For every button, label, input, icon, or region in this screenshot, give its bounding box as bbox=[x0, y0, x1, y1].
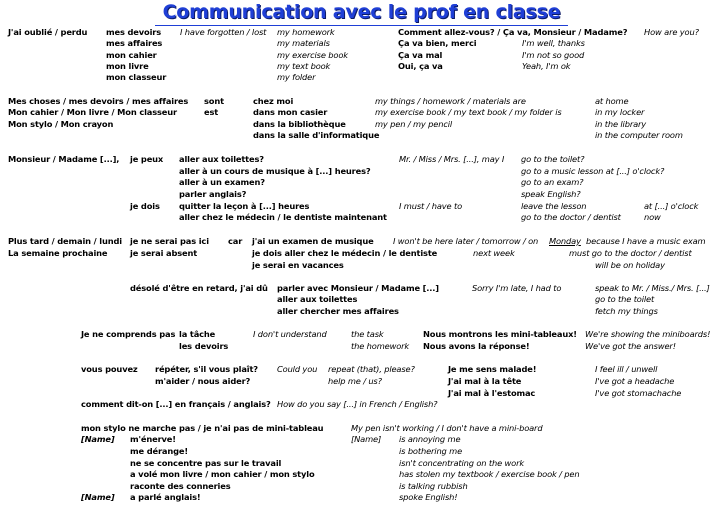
french-phrase: je dois aller chez le médecin / le dentiste bbox=[252, 248, 438, 258]
english-phrase: the task bbox=[351, 329, 384, 339]
english-phrase: I've got a headache bbox=[595, 376, 675, 386]
french-phrase: Mes choses / mes devoirs / mes affaires bbox=[8, 96, 189, 106]
french-phrase: J'ai oublié / perdu bbox=[8, 27, 88, 37]
french-phrase: Je me sens malade! bbox=[448, 364, 537, 374]
english-phrase: How do you say [...] in French / English? bbox=[277, 399, 438, 409]
french-phrase: la tâche bbox=[179, 329, 216, 339]
french-phrase: Mon stylo / Mon crayon bbox=[8, 119, 114, 129]
english-phrase: We're showing the miniboards! bbox=[585, 329, 711, 339]
english-phrase: at [...] o'clock bbox=[644, 201, 699, 211]
english-phrase: go to a music lesson at [...] o'clock? bbox=[521, 166, 665, 176]
french-phrase: aller à un examen? bbox=[179, 177, 265, 187]
english-phrase: I have forgotten / lost bbox=[180, 27, 267, 37]
french-phrase: mes affaires bbox=[106, 38, 163, 48]
english-phrase: Yeah, I'm ok bbox=[522, 61, 571, 71]
english-phrase: Sorry I'm late, I had to bbox=[472, 283, 562, 293]
english-phrase: my exercise book bbox=[277, 50, 348, 60]
english-phrase: I won't be here later / tomorrow / on bbox=[393, 236, 539, 246]
english-phrase: speak English? bbox=[521, 189, 581, 199]
english-phrase: I've got stomachache bbox=[595, 388, 682, 398]
english-phrase: in the library bbox=[595, 119, 647, 129]
english-phrase: in my locker bbox=[595, 107, 645, 117]
english-phrase: my homework bbox=[277, 27, 335, 37]
english-phrase: How are you? bbox=[644, 27, 699, 37]
french-phrase: parler anglais? bbox=[179, 189, 247, 199]
english-phrase: [Name] bbox=[351, 434, 382, 444]
english-phrase: Could you bbox=[277, 364, 318, 374]
english-phrase: fetch my things bbox=[595, 306, 658, 316]
english-phrase: spoke English! bbox=[399, 492, 458, 502]
french-phrase: mon cahier bbox=[106, 50, 157, 60]
french-phrase: est bbox=[204, 107, 219, 117]
french-phrase: parler avec Monsieur / Madame [...] bbox=[277, 283, 439, 293]
french-phrase: Oui, ça va bbox=[398, 61, 443, 71]
french-phrase: [Name] bbox=[81, 434, 115, 444]
french-phrase: mon classeur bbox=[106, 72, 167, 82]
french-phrase: m'aider / nous aider? bbox=[155, 376, 251, 386]
english-phrase: isn't concentrating on the work bbox=[399, 458, 525, 468]
english-phrase: help me / us? bbox=[328, 376, 382, 386]
french-phrase: je serai absent bbox=[130, 248, 198, 258]
french-phrase: m'énerve! bbox=[130, 434, 176, 444]
english-phrase: my pen / my pencil bbox=[375, 119, 453, 129]
english-phrase: speak to Mr. / Miss./ Mrs. [...] bbox=[595, 283, 710, 293]
french-phrase: Nous avons la réponse! bbox=[423, 341, 530, 351]
french-phrase: je dois bbox=[130, 201, 160, 211]
french-phrase: répéter, s'il vous plaît? bbox=[155, 364, 258, 374]
french-phrase: Mon cahier / Mon livre / Mon classeur bbox=[8, 107, 177, 117]
french-phrase: Ça va bien, merci bbox=[398, 38, 477, 48]
french-phrase: désolé d'être en retard, j'ai dû bbox=[130, 283, 268, 293]
english-phrase: the homework bbox=[351, 341, 410, 351]
english-phrase: I'm well, thanks bbox=[522, 38, 585, 48]
french-phrase: car bbox=[228, 236, 243, 246]
english-phrase: is bothering me bbox=[399, 446, 463, 456]
french-phrase: je serai en vacances bbox=[252, 260, 344, 270]
french-phrase: [Name] bbox=[81, 492, 115, 502]
english-phrase: now bbox=[644, 212, 661, 222]
french-phrase: comment dit-on [...] en français / anglais? bbox=[81, 399, 271, 409]
french-phrase: dans mon casier bbox=[253, 107, 328, 117]
french-phrase: les devoirs bbox=[179, 341, 229, 351]
english-phrase: We've got the answer! bbox=[585, 341, 676, 351]
english-phrase: go to an exam? bbox=[521, 177, 584, 187]
english-phrase: next week bbox=[473, 248, 515, 258]
page-title: Communication avec le prof en classe bbox=[0, 1, 723, 23]
french-phrase: a parlé anglais! bbox=[130, 492, 201, 502]
french-phrase: a volé mon livre / mon cahier / mon stylo bbox=[130, 469, 315, 479]
french-phrase: aller à un cours de musique à [...] heures? bbox=[179, 166, 371, 176]
french-phrase: sont bbox=[204, 96, 224, 106]
french-phrase: Monsieur / Madame [...], bbox=[8, 154, 120, 164]
french-phrase: aller aux toilettes bbox=[277, 294, 358, 304]
french-phrase: La semaine prochaine bbox=[8, 248, 108, 258]
french-phrase: mon stylo ne marche pas / je n'ai pas de mini-tableau bbox=[81, 423, 324, 433]
french-phrase: J'ai mal à la tête bbox=[448, 376, 522, 386]
french-phrase: aller chez le médecin / le dentiste maintenant bbox=[179, 212, 387, 222]
english-phrase: Mr. / Miss / Mrs. [...], may I bbox=[399, 154, 505, 164]
english-phrase: is talking rubbish bbox=[399, 481, 468, 491]
french-phrase: quitter la leçon à [...] heures bbox=[179, 201, 310, 211]
english-phrase: my folder bbox=[277, 72, 316, 82]
french-phrase: Ça va mal bbox=[398, 50, 443, 60]
french-phrase: mes devoirs bbox=[106, 27, 161, 37]
french-phrase: aller aux toilettes? bbox=[179, 154, 264, 164]
english-phrase: go to the doctor / dentist bbox=[521, 212, 621, 222]
french-phrase: Je ne comprends pas bbox=[81, 329, 176, 339]
english-phrase: in the computer room bbox=[595, 130, 683, 140]
french-phrase: J'ai mal à l'estomac bbox=[448, 388, 536, 398]
english-phrase: go to the toilet bbox=[595, 294, 655, 304]
french-phrase: dans la bibliothèque bbox=[253, 119, 346, 129]
english-phrase: Monday bbox=[549, 236, 581, 246]
french-phrase: me dérange! bbox=[130, 446, 189, 456]
french-phrase: chez moi bbox=[253, 96, 294, 106]
english-phrase: my text book bbox=[277, 61, 331, 71]
english-phrase: my materials bbox=[277, 38, 330, 48]
english-phrase: must go to the doctor / dentist bbox=[569, 248, 692, 258]
french-phrase: ne se concentre pas sur le travail bbox=[130, 458, 282, 468]
french-phrase: aller chercher mes affaires bbox=[277, 306, 399, 316]
french-phrase: vous pouvez bbox=[81, 364, 138, 374]
french-phrase: raconte des conneries bbox=[130, 481, 231, 491]
english-phrase: repeat (that), please? bbox=[328, 364, 415, 374]
english-phrase: I must / have to bbox=[399, 201, 462, 211]
french-phrase: je peux bbox=[130, 154, 164, 164]
french-phrase: mon livre bbox=[106, 61, 149, 71]
english-phrase: my exercise book / my text book / my folder is bbox=[375, 107, 562, 117]
english-phrase: my things / homework / materials are bbox=[375, 96, 526, 106]
french-phrase: Comment allez-vous? / Ça va, Monsieur / Madame? bbox=[398, 27, 628, 37]
french-phrase: je ne serai pas ici bbox=[130, 236, 209, 246]
english-phrase: go to the toilet? bbox=[521, 154, 585, 164]
french-phrase: dans la salle d'informatique bbox=[253, 130, 380, 140]
english-phrase: I'm not so good bbox=[522, 50, 585, 60]
english-phrase: at home bbox=[595, 96, 629, 106]
english-phrase: has stolen my textbook / exercise book / pen bbox=[399, 469, 580, 479]
english-phrase: My pen isn't working / I don't have a mini-board bbox=[351, 423, 543, 433]
french-phrase: Plus tard / demain / lundi bbox=[8, 236, 122, 246]
english-phrase: because I have a music exam bbox=[586, 236, 706, 246]
english-phrase: I feel ill / unwell bbox=[595, 364, 658, 374]
french-phrase: j'ai un examen de musique bbox=[252, 236, 374, 246]
english-phrase: is annoying me bbox=[399, 434, 461, 444]
english-phrase: leave the lesson bbox=[521, 201, 587, 211]
english-phrase: will be on holiday bbox=[595, 260, 665, 270]
french-phrase: Nous montrons les mini-tableaux! bbox=[423, 329, 577, 339]
english-phrase: I don't understand bbox=[253, 329, 327, 339]
